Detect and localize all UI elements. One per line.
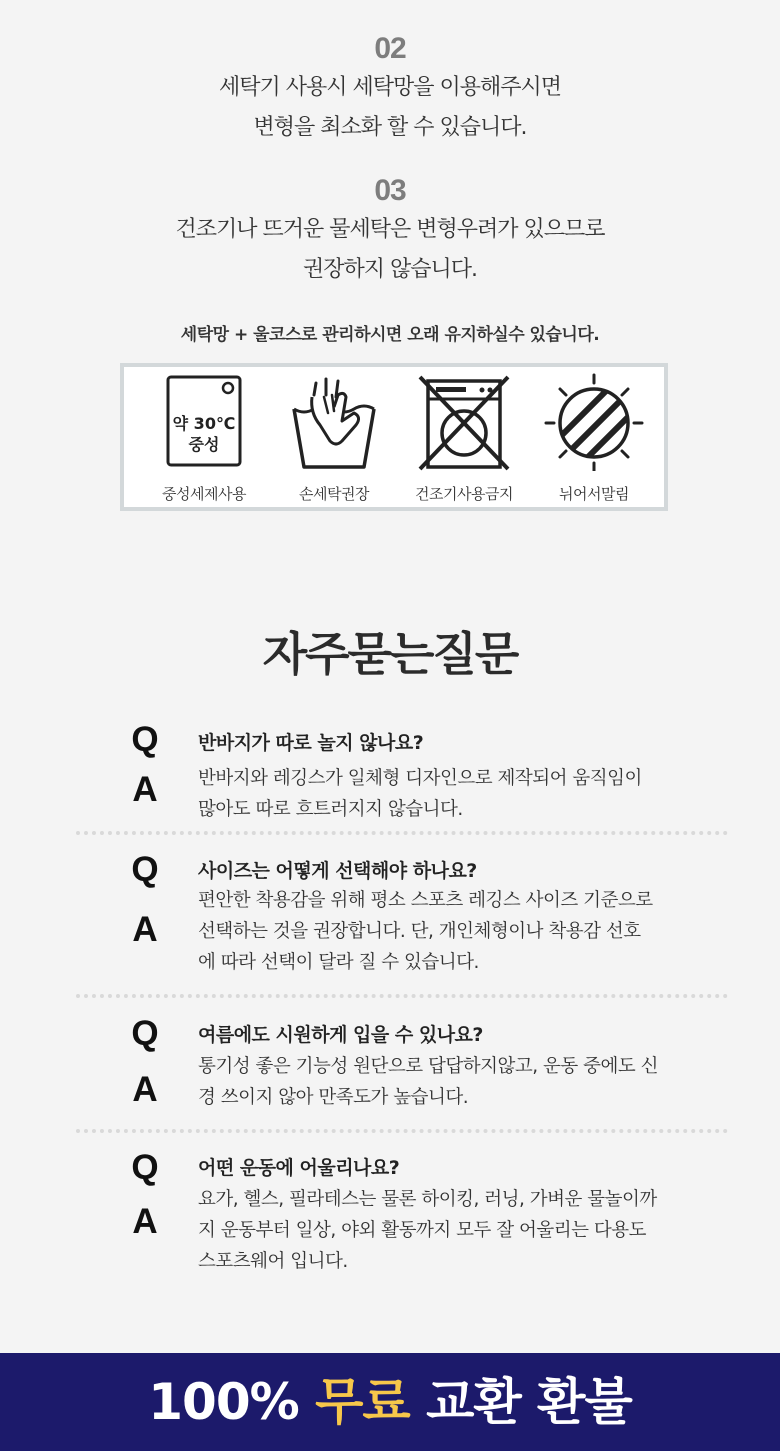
answer-line: 편안한 착용감을 위해 평소 스포츠 레깅스 사이즈 기준으로 [198, 890, 653, 911]
care-label: 손세탁권장 [299, 485, 369, 503]
banner-percent: 100% [148, 1373, 299, 1431]
answer-line: 요가, 헬스, 필라테스는 물론 하이킹, 러닝, 가벼운 물놀이까 [198, 1189, 657, 1210]
faq-question: 여름에도 시원하게 입을 수 있나요? [198, 1024, 483, 1046]
faq-answer [198, 1184, 718, 1277]
care-item-no-dryer [399, 373, 529, 505]
answer-line: 에 따라 선택이 달라 질 수 있습니다. [198, 952, 479, 973]
answer-line: 통기성 좋은 기능성 원단으로 답답하지않고, 운동 중에도 신 [198, 1056, 658, 1077]
answer-line: 스포츠웨어 입니다. [198, 1251, 348, 1272]
faq-answer [198, 885, 718, 978]
a-letter: A [132, 770, 158, 809]
washing-machine-icon [164, 373, 244, 469]
faq-item [128, 848, 728, 988]
care-item-hand-wash [269, 373, 399, 505]
care-label: 중성세제사용 [162, 485, 246, 503]
q-letter: Q [131, 720, 159, 759]
answer-line: 지 운동부터 일상, 야외 활동까지 모두 잘 어울리는 다용도 [198, 1220, 646, 1241]
care-instructions-box [120, 363, 668, 511]
faq-divider [76, 831, 728, 835]
faq-divider [76, 994, 728, 998]
free-exchange-refund-banner [0, 1353, 780, 1451]
icon-text-neutral: 중성 [188, 435, 220, 454]
answer-line: 많아도 따로 흐트러지지 않습니다. [198, 799, 463, 820]
q-letter: Q [131, 1014, 159, 1053]
answer-line: 선택하는 것을 권장합니다. 단, 개인체형이나 착용감 선호 [198, 921, 641, 942]
answer-line: 반바지와 레깅스가 일체형 디자인으로 제작되어 움직임이 [198, 768, 642, 789]
tip-text-line: 세탁기 사용시 세탁망을 이용해주시면 [218, 75, 561, 100]
a-letter: A [132, 910, 158, 949]
faq-answer [198, 1051, 718, 1113]
faq-answer [198, 763, 718, 825]
faq-item [128, 718, 728, 828]
tip-text-line: 건조기나 뜨거운 물세탁은 변형우려가 있으므로 [175, 217, 605, 242]
banner-exchange-refund: 교환 환불 [426, 1373, 632, 1431]
faq-item [128, 1146, 728, 1286]
q-letter: Q [131, 850, 159, 889]
care-label: 건조기사용금지 [415, 485, 513, 503]
faq-item [128, 1012, 728, 1122]
no-tumble-dry-icon [416, 373, 512, 471]
shade-dry-icon [544, 373, 644, 471]
care-label: 뉘어서말림 [559, 485, 629, 503]
faq-divider [76, 1129, 728, 1133]
a-letter: A [132, 1070, 158, 1109]
care-item-neutral-detergent [139, 373, 269, 505]
hand-wash-icon [286, 373, 382, 471]
a-letter: A [132, 1202, 158, 1241]
tip-03 [0, 172, 780, 290]
care-item-shade-dry [529, 373, 659, 505]
q-letter: Q [131, 1148, 159, 1187]
tip-number: 03 [374, 174, 406, 207]
faq-question: 어떤 운동에 어울리나요? [198, 1157, 400, 1179]
banner-free-highlight: 무료 [315, 1373, 410, 1431]
tip-text-line: 변형을 최소화 할 수 있습니다. [253, 115, 527, 140]
answer-line: 경 쓰이지 않아 만족도가 높습니다. [198, 1087, 469, 1108]
faq-question: 반바지가 따로 놀지 않나요? [198, 732, 424, 754]
faq-question: 사이즈는 어떻게 선택해야 하나요? [198, 860, 477, 882]
faq-title: 자주묻는질문 [262, 627, 518, 681]
icon-text-temp: 약 30℃ [172, 414, 236, 433]
tip-02 [0, 30, 780, 148]
tip-text-line: 권장하지 않습니다. [302, 257, 477, 282]
tip-number: 02 [374, 32, 406, 65]
care-subtitle: 세탁망 + 울코스로 관리하시면 오래 유지하실수 있습니다. [180, 325, 600, 345]
